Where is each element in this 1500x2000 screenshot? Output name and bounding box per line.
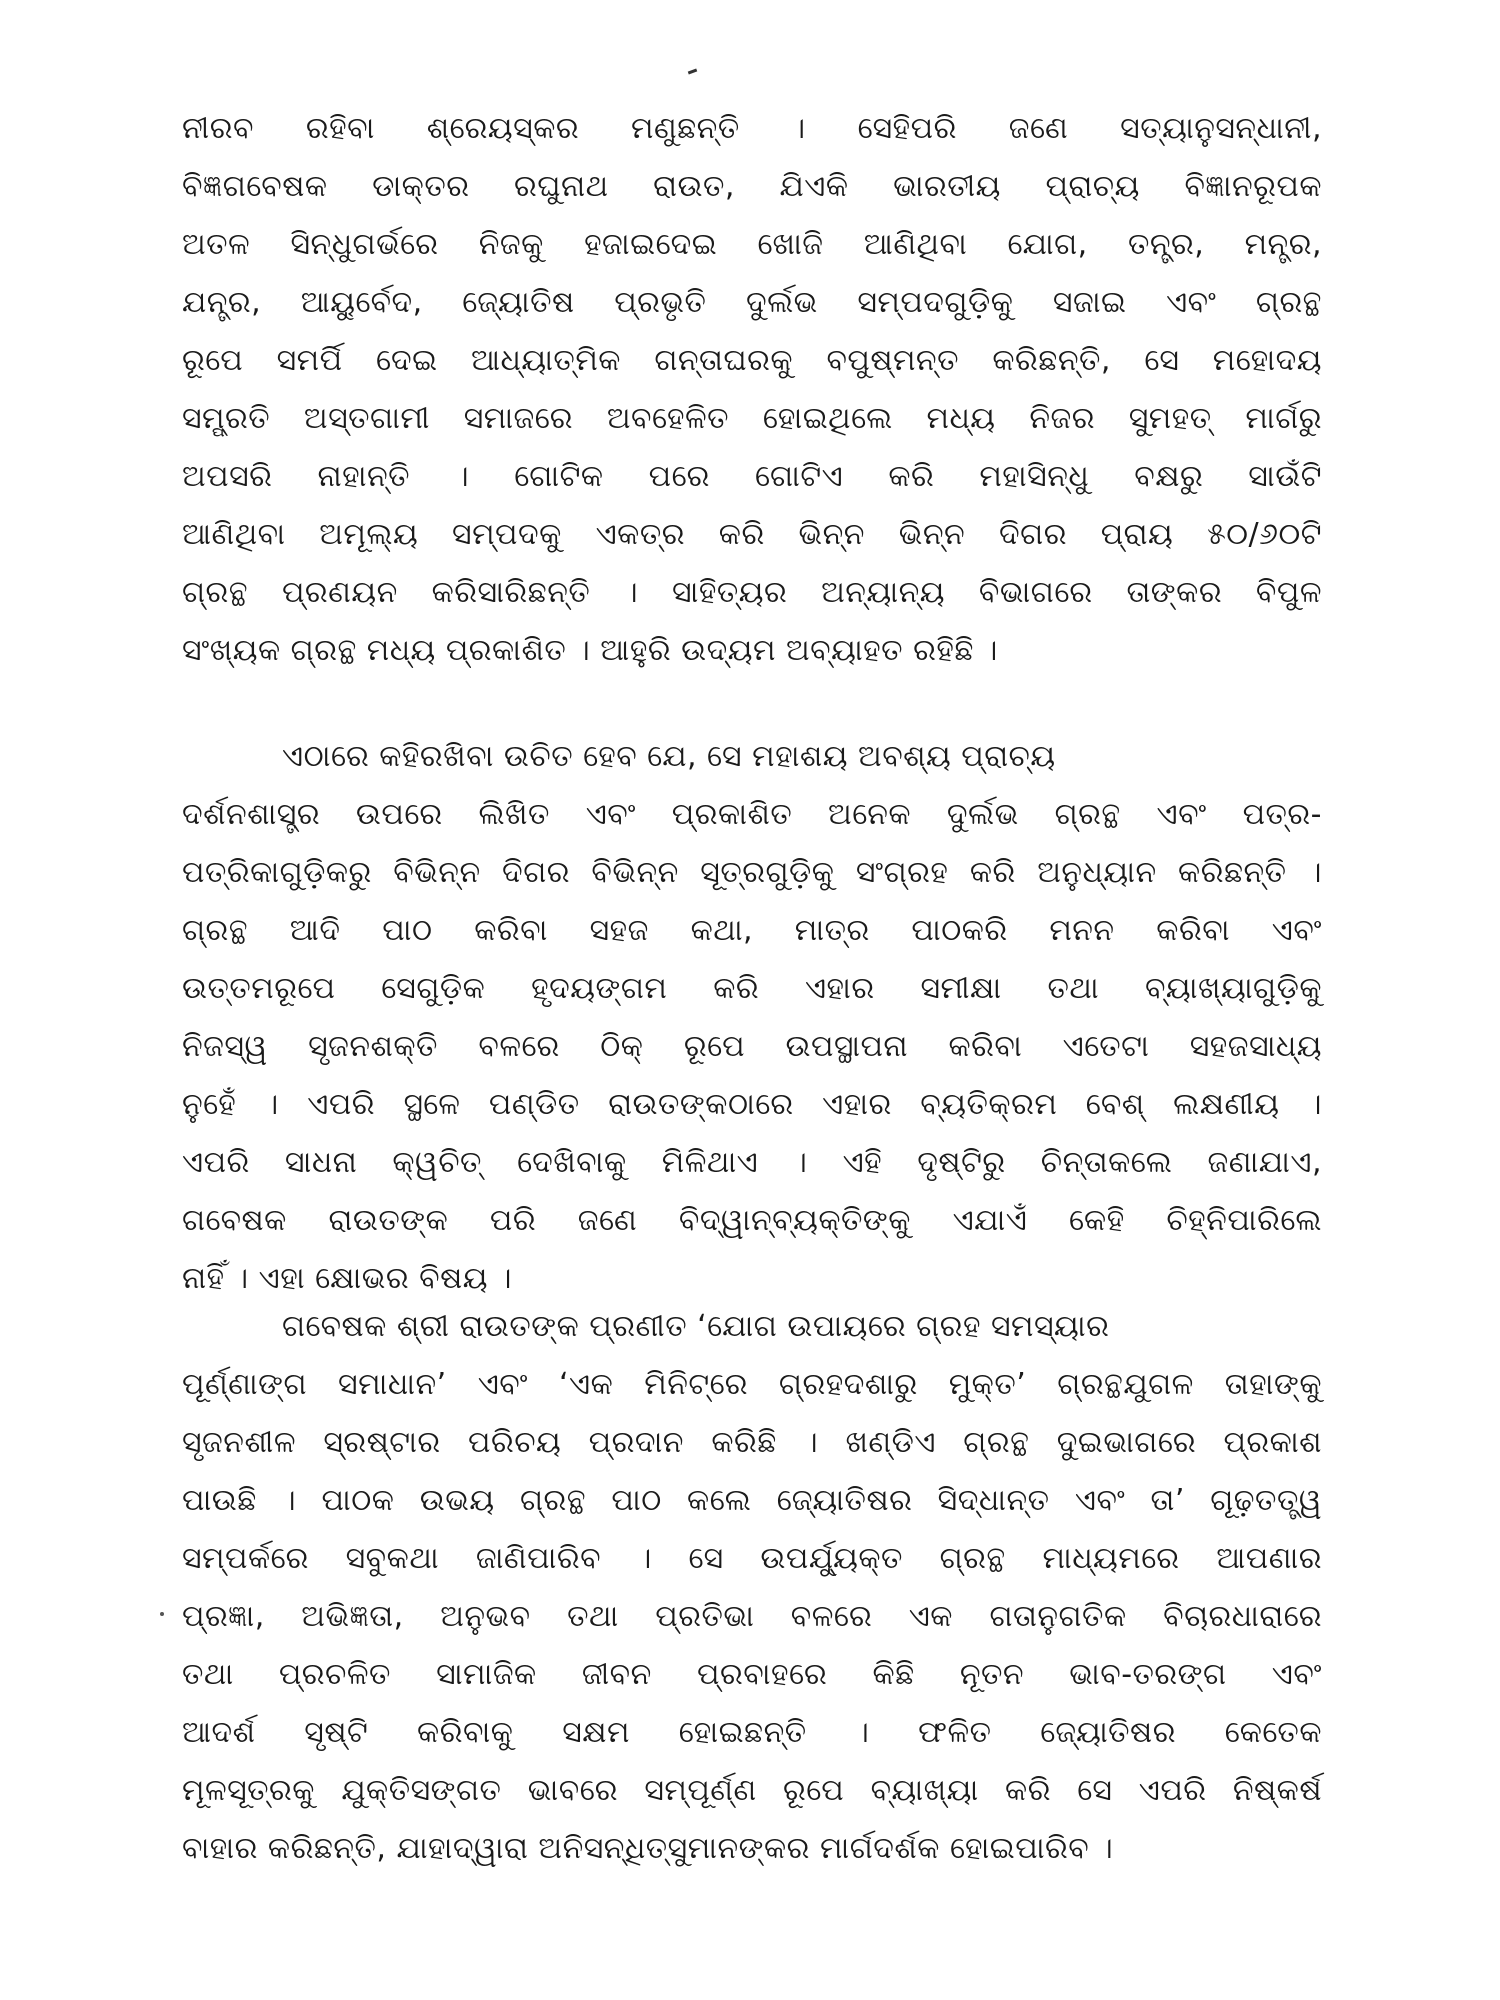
text-line: ବିଜ୍ଞଗବେଷକ ଡାକ୍ତର ରଘୁନାଥ ରାଉତ, ଯିଏକି ଭାରତୀୟ ପ୍ରାଚ୍ୟ ବିଜ୍ଞାନରୂପକ (182, 169, 1322, 204)
paragraph-1 (182, 100, 1322, 680)
paragraph-3 (182, 1298, 1322, 1878)
text-line: ଏପରି ସାଧନା କ୍ୱଚିତ୍ ଦେଖିବାକୁ ମିଳିଥାଏ । ଏହି ଦୃଷ୍ଟିରୁ ଚିନ୍ତାକଲେ ଜଣାଯାଏ, (182, 1145, 1322, 1180)
text-line: ଅତଳ ସିନ୍ଧୁଗର୍ଭରେ ନିଜକୁ ହଜାଇଦେଇ ଖୋଜି ଆଣିଥିବା ଯୋଗ, ତନ୍ତ୍ର, ମନ୍ତ୍ର, (182, 227, 1322, 262)
text-line: ସମ୍ପର୍କରେ ସବୁକଥା ଜାଣିପାରିବ । ସେ ଉପର୍ଯ୍ୟୁକ୍ତ ଗ୍ରନ୍ଥ ମାଧ୍ୟମରେ ଆପଣାର (182, 1541, 1322, 1576)
text-line: ଗ୍ରନ୍ଥ ପ୍ରଣୟନ କରିସାରିଛନ୍ତି । ସାହିତ୍ୟର ଅନ୍ୟାନ୍ୟ ବିଭାଗରେ ତାଙ୍କର ବିପୁଳ (182, 575, 1322, 610)
text-line: ସଂଖ୍ୟକ ଗ୍ରନ୍ଥ ମଧ୍ୟ ପ୍ରକାଶିତ । ଆହୁରି ଉଦ୍ୟମ ଅବ୍ୟାହତ ରହିଛି । (182, 633, 998, 668)
text-line: ନୁହେଁ । ଏପରି ସ୍ଥଳେ ପଣ୍ଡିତ ରାଉତଙ୍କଠାରେ ଏହାର ବ୍ୟତିକ୍ରମ ବେଶ୍ ଲକ୍ଷଣୀୟ । (182, 1087, 1322, 1122)
text-line: ଅପସରି ନାହାନ୍ତି । ଗୋଟିକ ପରେ ଗୋଟିଏ କରି ମହାସିନ୍ଧୁ ବକ୍ଷରୁ ସାଉଁଟି (182, 459, 1322, 494)
text-line: ବାହାର କରିଛନ୍ତି, ଯାହାଦ୍ୱାରା ଅନିସନ୍ଧିତ୍ସୁମାନଙ୍କର ମାର୍ଗଦର୍ଶକ ହୋଇପାରିବ । (182, 1831, 1114, 1866)
text-line: ପ୍ରଜ୍ଞା, ଅଭିଜ୍ଞତା, ଅନୁଭବ ତଥା ପ୍ରତିଭା ବଳରେ ଏକ ଗତାନୁଗତିକ ବିଚାରଧାରାରେ (182, 1599, 1322, 1634)
text-line: ଆଣିଥିବା ଅମୂଲ୍ୟ ସମ୍ପଦକୁ ଏକତ୍ର କରି ଭିନ୍ନ ଭିନ୍ନ ଦିଗର ପ୍ରାୟ ୫୦/୬୦ଟି (182, 517, 1322, 552)
text-line: ଦର୍ଶନଶାସ୍ତ୍ର ଉପରେ ଲିଖିତ ଏବଂ ପ୍ରକାଶିତ ଅନେକ ଦୁର୍ଲଭ ଗ୍ରନ୍ଥ ଏବଂ ପତ୍ର- (182, 797, 1322, 832)
text-line: ପୂର୍ଣ୍ଣାଙ୍ଗ ସମାଧାନ’ ଏବଂ ‘ଏକ ମିନିଟ୍‌ରେ ଗ୍ରହଦଶାରୁ ମୁକ୍ତ’ ଗ୍ରନ୍ଥଯୁଗଳ ତାହାଙ୍କୁ (182, 1367, 1322, 1402)
text-line: ସମ୍ପ୍ରତି ଅସ୍ତଗାମୀ ସମାଜରେ ଅବହେଳିତ ହୋଇଥିଲେ ମଧ୍ୟ ନିଜର ସୁମହତ୍ ମାର୍ଗରୁ (182, 401, 1322, 436)
text-line: ନିଜସ୍ୱ ସୃଜନଶକ୍ତି ବଳରେ ଠିକ୍ ରୂପେ ଉପସ୍ଥାପନା କରିବା ଏତେଟା ସହଜସାଧ୍ୟ (182, 1029, 1322, 1064)
text-line: ଗ୍ରନ୍ଥ ଆଦି ପାଠ କରିବା ସହଜ କଥା, ମାତ୍ର ପାଠକରି ମନନ କରିବା ଏବଂ (182, 913, 1322, 948)
text-line: ନାହିଁ । ଏହା କ୍ଷୋଭର ବିଷୟ । (182, 1261, 513, 1296)
text-line: ଏଠାରେ କହିରଖିବା ଉଚିତ ହେବ ଯେ, ସେ ମହାଶୟ ଅବଶ୍ୟ ପ୍ରାଚ୍ୟ (282, 739, 1056, 774)
text-line: ଗବେଷକ ଶ୍ରୀ ରାଉତଙ୍କ ପ୍ରଣୀତ ‘ଯୋଗ ଉପାୟରେ ଗ୍ରହ ସମସ୍ୟାର (282, 1309, 1110, 1344)
text-line: ଯନ୍ତ୍ର, ଆୟୁର୍ବେଦ, ଜ୍ୟୋତିଷ ପ୍ରଭୃତି ଦୁର୍ଲଭ ସମ୍ପଦଗୁଡ଼ିକୁ ସଜାଇ ଏବଂ ଗ୍ରନ୍ଥ (182, 285, 1322, 320)
text-line: ସୃଜନଶୀଳ ସ୍ରଷ୍ଟାର ପରିଚୟ ପ୍ରଦାନ କରିଛି । ଖଣ୍ଡିଏ ଗ୍ରନ୍ଥ ଦୁଇଭାଗରେ ପ୍ରକାଶ (182, 1425, 1322, 1460)
text-line: ଗବେଷକ ରାଉତଙ୍କ ପରି ଜଣେ ବିଦ୍ୱାନ୍‌ବ୍ୟକ୍ତିଙ୍କୁ ଏଯାଏଁ କେହି ଚିହ୍ନିପାରିଲେ (182, 1203, 1322, 1238)
margin-ink-dot (160, 1612, 164, 1616)
text-line: ଉତ୍ତମରୂପେ ସେଗୁଡ଼ିକ ହୃଦୟଙ୍ଗମ କରି ଏହାର ସମୀକ୍ଷା ତଥା ବ୍ୟାଖ୍ୟାଗୁଡ଼ିକୁ (182, 971, 1322, 1006)
text-line: ପାଉଛି । ପାଠକ ଉଭୟ ଗ୍ରନ୍ଥ ପାଠ କଲେ ଜ୍ୟୋତିଷର ସିଦ୍ଧାନ୍ତ ଏବଂ ତା’ ଗୂଢ଼ତତ୍ତ୍ୱ (182, 1483, 1322, 1518)
stray-ink-mark (688, 69, 697, 75)
text-line: ତଥା ପ୍ରଚଳିତ ସାମାଜିକ ଜୀବନ ପ୍ରବାହରେ କିଛି ନୂତନ ଭାବ-ତରଙ୍ଗ ଏବଂ (182, 1657, 1322, 1692)
text-line: ଆଦର୍ଶ ସୃଷ୍ଟି କରିବାକୁ ସକ୍ଷମ ହୋଇଛନ୍ତି । ଫଳିତ ଜ୍ୟୋତିଷର କେତେକ (182, 1715, 1322, 1750)
text-line: ପତ୍ରିକାଗୁଡ଼ିକରୁ ବିଭିନ୍ନ ଦିଗର ବିଭିନ୍ନ ସୂତ୍ରଗୁଡ଼ିକୁ ସଂଗ୍ରହ କରି ଅନୁଧ୍ୟାନ କରିଛନ୍ତି । (182, 855, 1322, 890)
text-line: ରୂପେ ସମର୍ପି ଦେଇ ଆଧ୍ୟାତ୍ମିକ ଗନ୍ତାଘରକୁ ବପୁଷ୍ମନ୍ତ କରିଛନ୍ତି, ସେ ମହୋଦୟ (182, 343, 1322, 378)
text-line: ମୂଳସୂତ୍ରକୁ ଯୁକ୍ତିସଙ୍ଗତ ଭାବରେ ସମ୍ପୂର୍ଣ୍ଣ ରୂପେ ବ୍ୟାଖ୍ୟା କରି ସେ ଏପରି ନିଷ୍କର୍ଷ (182, 1773, 1322, 1808)
text-line: ନୀରବ ରହିବା ଶ୍ରେୟସ୍କର ମଣୁଛନ୍ତି । ସେହିପରି ଜଣେ ସତ୍ୟାନୁସନ୍ଧାନୀ, (182, 111, 1322, 146)
paragraph-2 (182, 728, 1322, 1308)
